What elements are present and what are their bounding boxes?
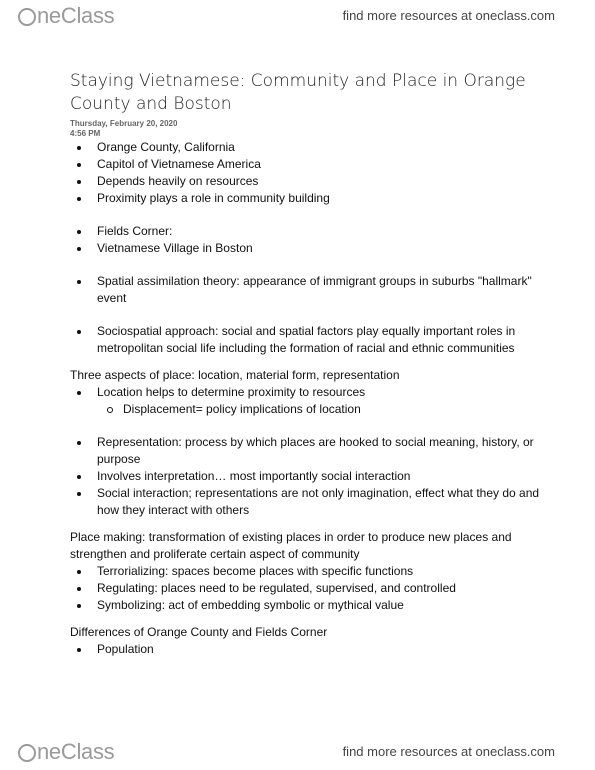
aspects-list	[70, 384, 550, 418]
note-content	[70, 70, 550, 658]
list-item: Symbolizing: act of embedding symbolic or mythical value	[70, 597, 550, 614]
aspects-heading: Three aspects of place: location, material form, representation	[70, 368, 400, 382]
list-item: Sociospatial approach: social and spatial factors play equally important roles in metropolitan social life including the formation of racial and ethnic communities	[70, 323, 550, 357]
list-item: Involves interpretation… most importantly social interaction	[70, 468, 550, 485]
list-item: Regulating: places need to be regulated, supervised, and controlled	[70, 580, 550, 597]
bullet-group-7	[70, 641, 550, 658]
logo-text: neClass	[37, 739, 115, 764]
page-header	[0, 0, 595, 34]
list-item: Terrorializing: spaces become places with specific functions	[70, 563, 550, 580]
list-item: Proximity plays a role in community building	[70, 190, 550, 207]
list-item: Vietnamese Village in Boston	[70, 240, 550, 257]
list-item: Representation: process by which places are hooked to social meaning, history, or purpose	[70, 434, 550, 468]
list-item: Fields Corner:	[70, 223, 550, 240]
footer-tagline-link[interactable]: find more resources at oneclass.com	[342, 744, 555, 759]
list-item: Location helps to determine proximity to resources	[70, 384, 550, 401]
oneclass-logo[interactable]	[18, 3, 114, 29]
bullet-group-3	[70, 273, 550, 307]
note-date: Thursday, February 20, 2020	[70, 119, 178, 128]
list-item: Population	[70, 641, 550, 658]
placemaking-heading: Place making: transformation of existing places in order to produce new places and strengthen and proliferate certain aspect of community	[70, 530, 512, 561]
list-item: Spatial assimilation theory: appearance of immigrant groups in suburbs "hallmark" event	[70, 273, 550, 307]
oneclass-logo-footer[interactable]	[18, 739, 114, 765]
list-item: Orange County, California	[70, 139, 550, 156]
header-tagline-link[interactable]: find more resources at oneclass.com	[342, 8, 555, 23]
logo-circle-icon	[18, 744, 36, 762]
page-footer	[0, 736, 595, 770]
sub-list-item: Displacement= policy implications of location	[70, 401, 550, 418]
logo-text: neClass	[37, 3, 115, 28]
list-item: Social interaction; representations are not only imagination, effect what they do and how they interact with others	[70, 485, 550, 519]
differences-heading: Differences of Orange County and Fields Corner	[70, 625, 328, 639]
note-time: 4:56 PM	[70, 129, 101, 138]
note-title: Staying Vietnamese: Community and Place in Orange County and Boston	[70, 71, 526, 114]
bullet-group-5	[70, 434, 550, 519]
bullet-group-1	[70, 139, 550, 207]
logo-circle-icon	[18, 8, 36, 26]
bullet-group-6	[70, 563, 550, 614]
list-item: Capitol of Vietnamese America	[70, 156, 550, 173]
list-item: Depends heavily on resources	[70, 173, 550, 190]
bullet-group-2	[70, 223, 550, 257]
bullet-group-4	[70, 323, 550, 357]
